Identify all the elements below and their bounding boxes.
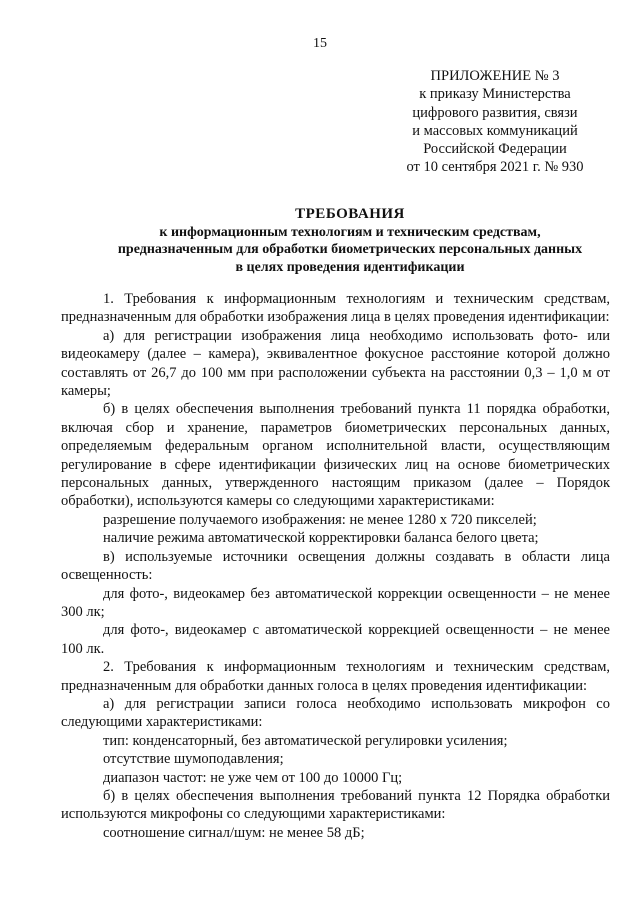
- paragraph: для фото-, видеокамер с автоматической коррекцией освещенности – не менее 100 лк.: [61, 622, 610, 657]
- paragraph: наличие режима автоматической корректировки баланса белого цвета;: [103, 530, 539, 547]
- document-body: [61, 290, 610, 842]
- page-number: 15: [313, 36, 327, 51]
- appendix-line: Российской Федерации: [423, 141, 567, 158]
- paragraph: а) для регистрации записи голоса необходимо использовать микрофон со следующими характеристиками:: [61, 695, 610, 731]
- title-subline: предназначенным для обработки биометрических персональных данных: [117, 242, 583, 257]
- appendix-line: от 10 сентября 2021 г. № 930: [406, 159, 584, 176]
- paragraph: тип: конденсаторный, без автоматической регулировки усиления;: [103, 732, 508, 749]
- title-subline: к информационным технологиям и техническим средствам,: [159, 224, 541, 240]
- paragraph: соотношение сигнал/шум: не менее 58 дБ;: [103, 824, 365, 841]
- appendix-line: к приказу Министерства: [419, 86, 571, 103]
- appendix-line: цифрового развития, связи: [412, 104, 578, 121]
- appendix-line: ПРИЛОЖЕНИЕ № 3: [430, 68, 560, 84]
- document-title: [60, 206, 640, 276]
- title-subline: в целях проведения идентификации: [235, 259, 465, 275]
- paragraph: разрешение получаемого изображения: не менее 1280 x 720 пикселей;: [103, 511, 537, 528]
- paragraph: для фото-, видеокамер без автоматической коррекции освещенности – не менее 300 лк;: [61, 585, 610, 620]
- title-main: ТРЕБОВАНИЯ: [295, 206, 405, 222]
- paragraph: б) в целях обеспечения выполнения требований пункта 11 порядка обработки, включая сбор и хранение, параметров биометрических персональных данных, определяемым федеральным органом исполнительной власти, осуществляющим регулирование в сфере идентификации физических лиц на основе биометрических персональных данных, утвержденного настоящим приказом (далее – Порядок обработки), используются камеры со следующими характеристиками:: [61, 401, 610, 510]
- paragraph: 2. Требования к информационным технологиям и техническим средствам, предназначенным для обработки данных голоса в целях проведения идентификации:: [61, 659, 610, 694]
- paragraph: диапазон частот: не уже чем от 100 до 10000 Гц;: [103, 769, 403, 786]
- paragraph: б) в целях обеспечения выполнения требований пункта 12 Порядка обработки используются микрофоны со следующими характеристиками:: [61, 787, 610, 823]
- paragraph: в) используемые источники освещения должны создавать в области лица освещенность:: [61, 548, 610, 584]
- appendix-block: [390, 67, 600, 177]
- paragraph: а) для регистрации изображения лица необходимо использовать фото- или видеокамеру (далее – камера), эквивалентное фокусное расстояние которой должно составлять от 26,7 до 100 мм при расположении субъекта на расстоянии 0,3 – 1,0 м от камеры;: [61, 327, 610, 400]
- paragraph: отсутствие шумоподавления;: [103, 751, 284, 768]
- appendix-line: и массовых коммуникаций: [412, 122, 578, 139]
- paragraph: 1. Требования к информационным технологиям и техническим средствам, предназначенным для обработки изображения лица в целях проведения идентификации:: [61, 291, 610, 326]
